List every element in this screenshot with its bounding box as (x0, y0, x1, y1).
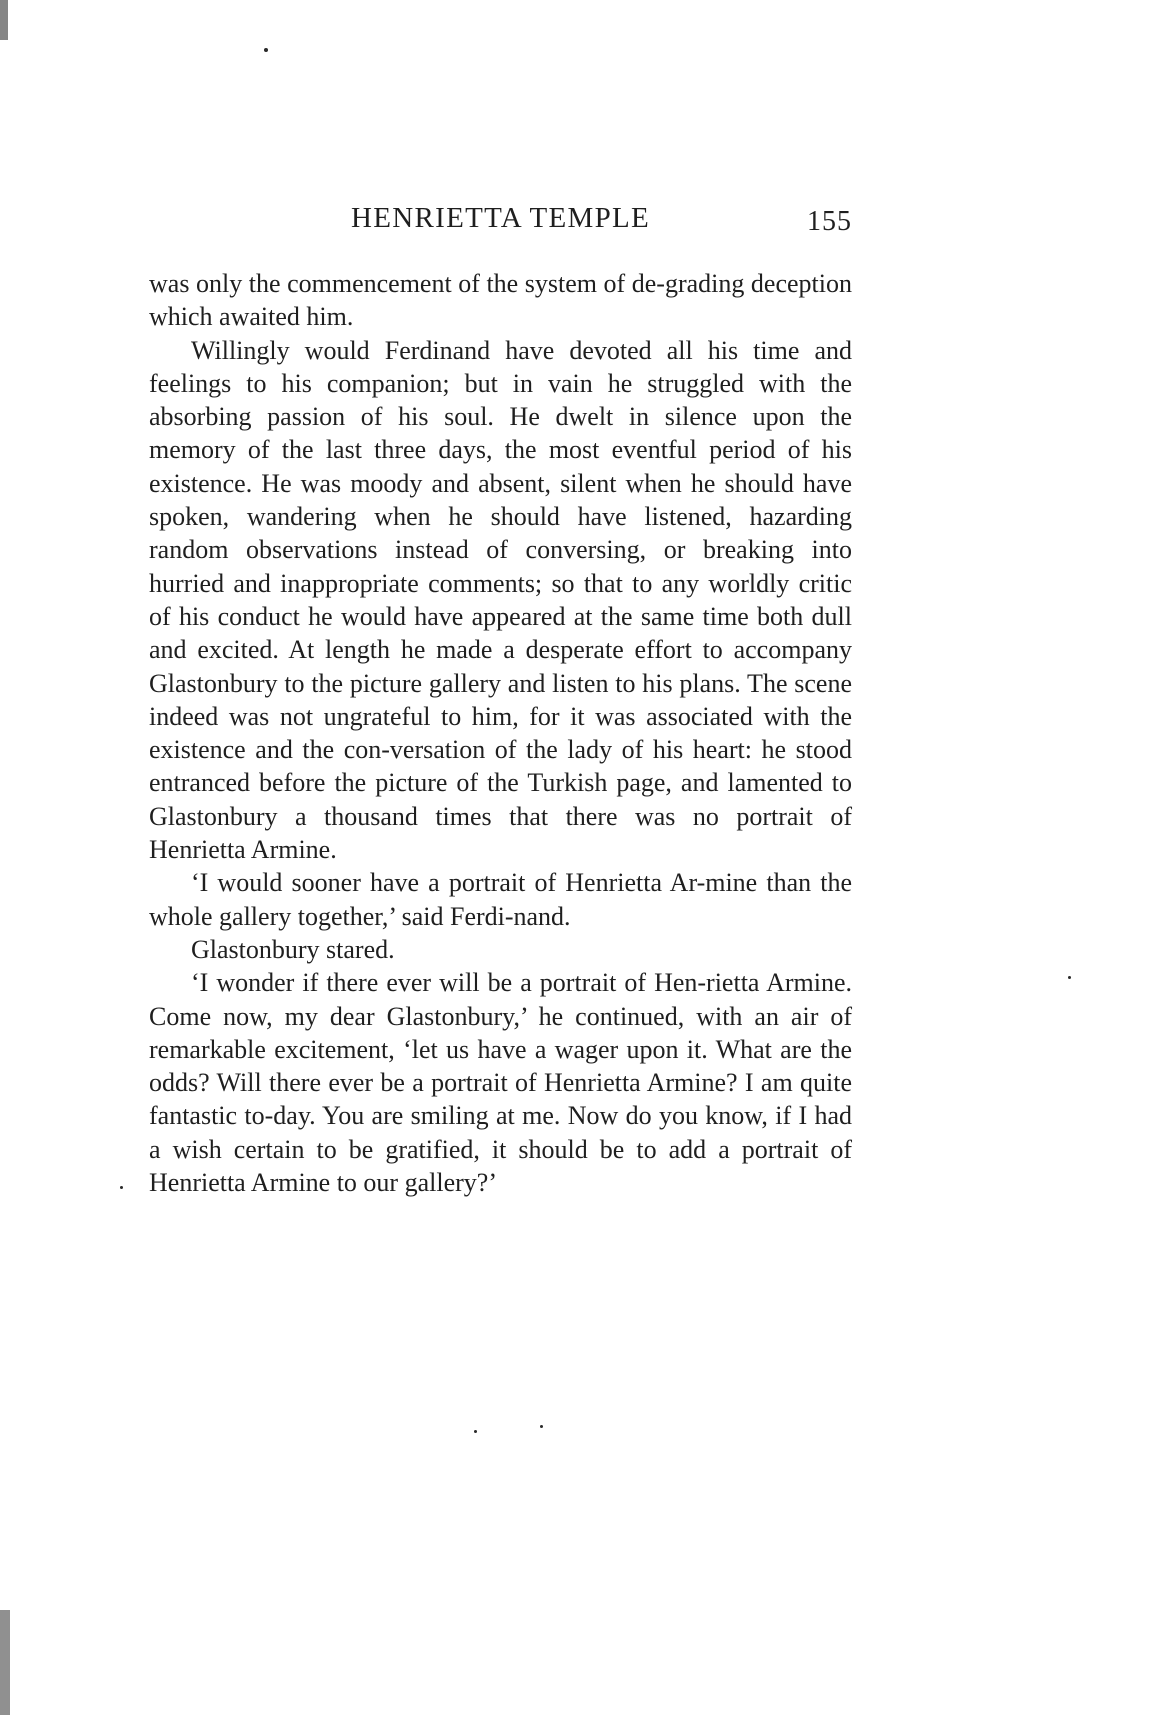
paragraph-continuation: was only the commencement of the system of de-grading deception which awaited him. (149, 269, 852, 332)
paragraph: Willingly would Ferdinand have devoted all his time and feelings to his companion; but in vain he struggled with the absorbing passion of his soul. He dwelt in silence upon the memory of the last three days, the most eventful period of his existence. He was moody and absent, silent when he should have spoken, wandering when he should have listened, hazarding random observations instead of conversing, or breaking into hurried and inappropriate comments; so that to any worldly critic of his conduct he would have appeared at the same time both dull and excited. At length he made a desperate effort to accompany Glastonbury to the picture gallery and listen to his plans. The scene indeed was not ungrateful to him, for it was associated with the existence and the con-versation of the lady of his heart: he stood entranced before the picture of the Turkish page, and lamented to Glastonbury a thousand times that there was no portrait of Henrietta Armine. (149, 335, 852, 865)
ink-speck (474, 1430, 477, 1433)
paragraph: ‘I would sooner have a portrait of Henrietta Ar-mine than the whole gallery together,’ said Ferdi-nand. (149, 868, 852, 931)
paragraph: ‘I wonder if there ever will be a portrait of Hen-rietta Armine. Come now, my dear Glastonbury,’ he continued, with an air of remarkable excitement, ‘let us have a wager upon it. What are the odds? Will there ever be a portrait of Henrietta Armine? I am quite fantastic to-day. You are smiling at me. Now do you know, if I had a wish certain to be gratified, it should be to add a portrait of Henrietta Armine to our gallery?’ (149, 968, 852, 1198)
body-text (149, 267, 852, 1199)
ink-speck (540, 1425, 543, 1428)
page-number: 155 (807, 206, 852, 237)
page-header (149, 196, 852, 240)
paragraph: Glastonbury stared. (191, 934, 395, 964)
ink-speck (264, 48, 268, 52)
scan-edge-mark-top (0, 0, 8, 40)
running-title: HENRIETTA TEMPLE (350, 202, 651, 234)
scan-edge-mark-bottom (0, 1610, 10, 1715)
ink-speck (1068, 976, 1071, 979)
ink-speck (120, 1186, 123, 1189)
